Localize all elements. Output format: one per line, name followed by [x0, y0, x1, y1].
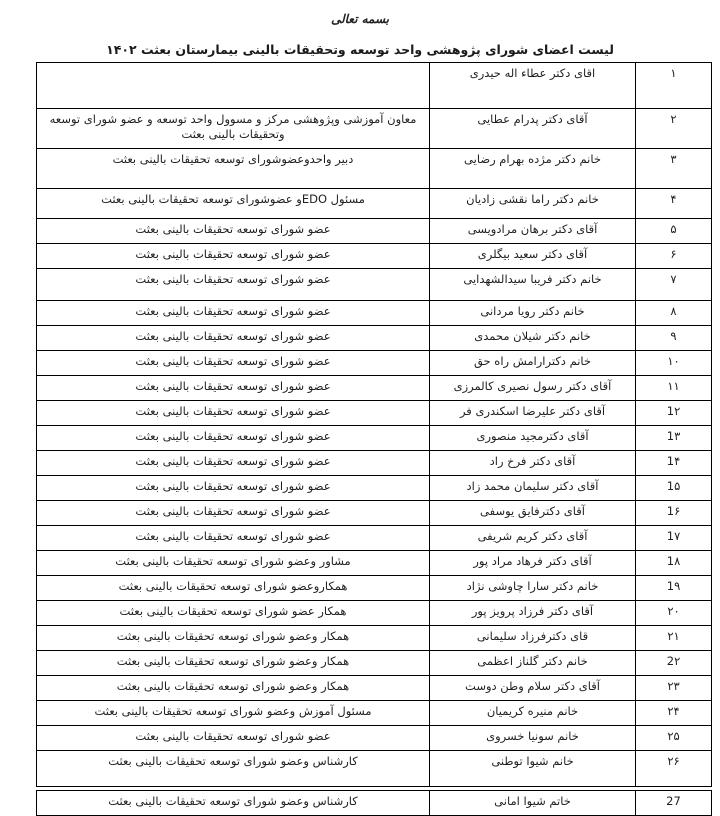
member-name: آقای دکتر فرهاد مراد پور: [430, 551, 636, 576]
member-number: 1۶: [636, 501, 712, 526]
member-role: مسئول آموزش وعضو شورای توسعه تحقیقات بالینی بعثت: [37, 701, 430, 726]
table-row: [37, 751, 712, 787]
table-row: [37, 351, 712, 376]
member-name: خانم شیوا توطنی: [430, 751, 636, 787]
table-row: [37, 701, 712, 726]
members-table-continued: [36, 790, 712, 816]
member-number: 27: [636, 791, 712, 816]
member-name: قای دکترفرزاد سلیمانی: [430, 626, 636, 651]
member-number: ۲: [636, 109, 712, 149]
member-name: اقای دکتر عطاء اله حیدری: [430, 63, 636, 109]
member-name: خانم دکتر گلناز اعظمی: [430, 651, 636, 676]
member-name: آقای دکتر سلیمان محمد زاد: [430, 476, 636, 501]
table-row: [37, 189, 712, 219]
member-name: خانم منیره کریمیان: [430, 701, 636, 726]
member-role: مسئول EDOو عضوشورای توسعه تحقیقات بالینی بعثت: [37, 189, 430, 219]
member-role: عضو شورای توسعه تحقیقات بالینی بعثت: [37, 426, 430, 451]
member-number: ۳: [636, 149, 712, 189]
table-row: [37, 601, 712, 626]
member-number: ۲۳: [636, 676, 712, 701]
member-number: ۲۴: [636, 701, 712, 726]
member-role: همکار وعضو شورای توسعه تحقیقات بالینی بعثت: [37, 676, 430, 701]
member-number: ۲۶: [636, 751, 712, 787]
member-number: ۷: [636, 269, 712, 301]
member-number: 1۷: [636, 526, 712, 551]
member-role: کارشناس وعضو شورای توسعه تحقیقات بالینی بعثت: [37, 751, 430, 787]
member-name: آقای دکتر علیرضا اسکندری فر: [430, 401, 636, 426]
member-number: ۴: [636, 189, 712, 219]
table-row: [37, 576, 712, 601]
member-name: آقای دکتر فرخ راد: [430, 451, 636, 476]
member-name: خانم سونیا خسروی: [430, 726, 636, 751]
member-role: عضو شورای توسعه تحقیقات بالینی بعثت: [37, 301, 430, 326]
member-role: عضو شورای توسعه تحقیقات بالینی بعثت: [37, 476, 430, 501]
table-row: [37, 109, 712, 149]
member-name: خانم دکتر فریبا سیدالشهدایی: [430, 269, 636, 301]
table-row: [37, 501, 712, 526]
member-name: آقای دکتر سعید بیگلری: [430, 244, 636, 269]
table-row: [37, 676, 712, 701]
table-row: [37, 244, 712, 269]
member-number: ۲۱: [636, 626, 712, 651]
member-number: ۲۵: [636, 726, 712, 751]
table-row: [37, 526, 712, 551]
member-number: 1۲: [636, 401, 712, 426]
member-name: آقای دکترفایق یوسفی: [430, 501, 636, 526]
member-name: خانم دکتر راما نقشی زادیان: [430, 189, 636, 219]
member-name: آقای دکتر سلام وطن دوست: [430, 676, 636, 701]
member-number: 1۳: [636, 426, 712, 451]
member-name: خانم دکتر مژده بهرام رضایی: [430, 149, 636, 189]
member-role: همکاروعضو شورای توسعه تحقیقات بالینی بعثت: [37, 576, 430, 601]
table-row: [37, 376, 712, 401]
member-number: ۸: [636, 301, 712, 326]
bismillah-heading: بسمه تعالی: [330, 12, 390, 26]
member-name: خانم دکتر رویا مردانی: [430, 301, 636, 326]
member-role: عضو شورای توسعه تحقیقات بالینی بعثت: [37, 526, 430, 551]
member-role: عضو شورای توسعه تحقیقات بالینی بعثت: [37, 501, 430, 526]
member-role: عضو شورای توسعه تحقیقات بالینی بعثت: [37, 244, 430, 269]
member-number: ۵: [636, 219, 712, 244]
table-row: [37, 426, 712, 451]
member-role: معاون آموزشی وپژوهشی مرکز و مسوول واحد توسعه و عضو شورای توسعه وتحقیقات بالینی بعثت: [37, 109, 430, 149]
table-row: [37, 791, 712, 816]
table-row: [37, 149, 712, 189]
member-number: 1۴: [636, 451, 712, 476]
member-name: خانم دکتر سارا چاوشی نژاد: [430, 576, 636, 601]
member-role: عضو شورای توسعه تحقیقات بالینی بعثت: [37, 376, 430, 401]
table-row: [37, 626, 712, 651]
member-role: همکار وعضو شورای توسعه تحقیقات بالینی بعثت: [37, 626, 430, 651]
member-name: خاتم شیوا امانی: [430, 791, 636, 816]
member-role: عضو شورای توسعه تحقیقات بالینی بعثت: [37, 219, 430, 244]
page-title: لیست اعضای شورای پژوهشی واحد توسعه وتحقیقات بالینی بیمارستان بعثت ۱۴۰۲: [106, 42, 614, 57]
member-name: آقای دکتر برهان مرادویسی: [430, 219, 636, 244]
member-role: عضو شورای توسعه تحقیقات بالینی بعثت: [37, 401, 430, 426]
member-number: ۲۰: [636, 601, 712, 626]
member-number: 2۲: [636, 651, 712, 676]
table-row: [37, 301, 712, 326]
table-row: [37, 726, 712, 751]
member-number: ۱۱: [636, 376, 712, 401]
table-row: [37, 401, 712, 426]
table-row: [37, 451, 712, 476]
member-number: 1۵: [636, 476, 712, 501]
table-row: [37, 651, 712, 676]
table-row: [37, 476, 712, 501]
members-table: [36, 62, 712, 787]
table-row: [37, 326, 712, 351]
member-name: خانم دکتر شیلان محمدی: [430, 326, 636, 351]
member-number: ۱۰: [636, 351, 712, 376]
member-role: همکار وعضو شورای توسعه تحقیقات بالینی بعثت: [37, 651, 430, 676]
table-row: [37, 269, 712, 301]
table-row: [37, 63, 712, 109]
member-name: آقای دکترمجید منصوری: [430, 426, 636, 451]
member-role: [37, 63, 430, 109]
member-role: مشاور وعضو شورای توسعه تحقیقات بالینی بعثت: [37, 551, 430, 576]
member-role: عضو شورای توسعه تحقیقات بالینی بعثت: [37, 326, 430, 351]
member-name: آقای دکتر پدرام عطایی: [430, 109, 636, 149]
member-role: عضو شورای توسعه تحقیقات بالینی بعثت: [37, 726, 430, 751]
member-role: کارشناس وعضو شورای توسعه تحقیقات بالینی بعثت: [37, 791, 430, 816]
member-number: 1۹: [636, 576, 712, 601]
member-number: ۹: [636, 326, 712, 351]
member-number: ۱: [636, 63, 712, 109]
member-number: 1۸: [636, 551, 712, 576]
table-row: [37, 219, 712, 244]
member-role: دبیر واحدوعضوشورای توسعه تحقیقات بالینی بعثت: [37, 149, 430, 189]
member-role: عضو شورای توسعه تحقیقات بالینی بعثت: [37, 351, 430, 376]
member-role: عضو شورای توسعه تحقیقات بالینی بعثت: [37, 269, 430, 301]
member-name: آقای دکتر فرزاد پرویز پور: [430, 601, 636, 626]
member-name: خانم دکترارامش راه حق: [430, 351, 636, 376]
member-number: ۶: [636, 244, 712, 269]
member-role: عضو شورای توسعه تحقیقات بالینی بعثت: [37, 451, 430, 476]
member-role: همکار عضو شورای توسعه تحقیقات بالینی بعثت: [37, 601, 430, 626]
member-name: آقای دکتر کریم شریفی: [430, 526, 636, 551]
table-row: [37, 551, 712, 576]
member-name: آقای دکتر رسول نصیری کالمرزی: [430, 376, 636, 401]
